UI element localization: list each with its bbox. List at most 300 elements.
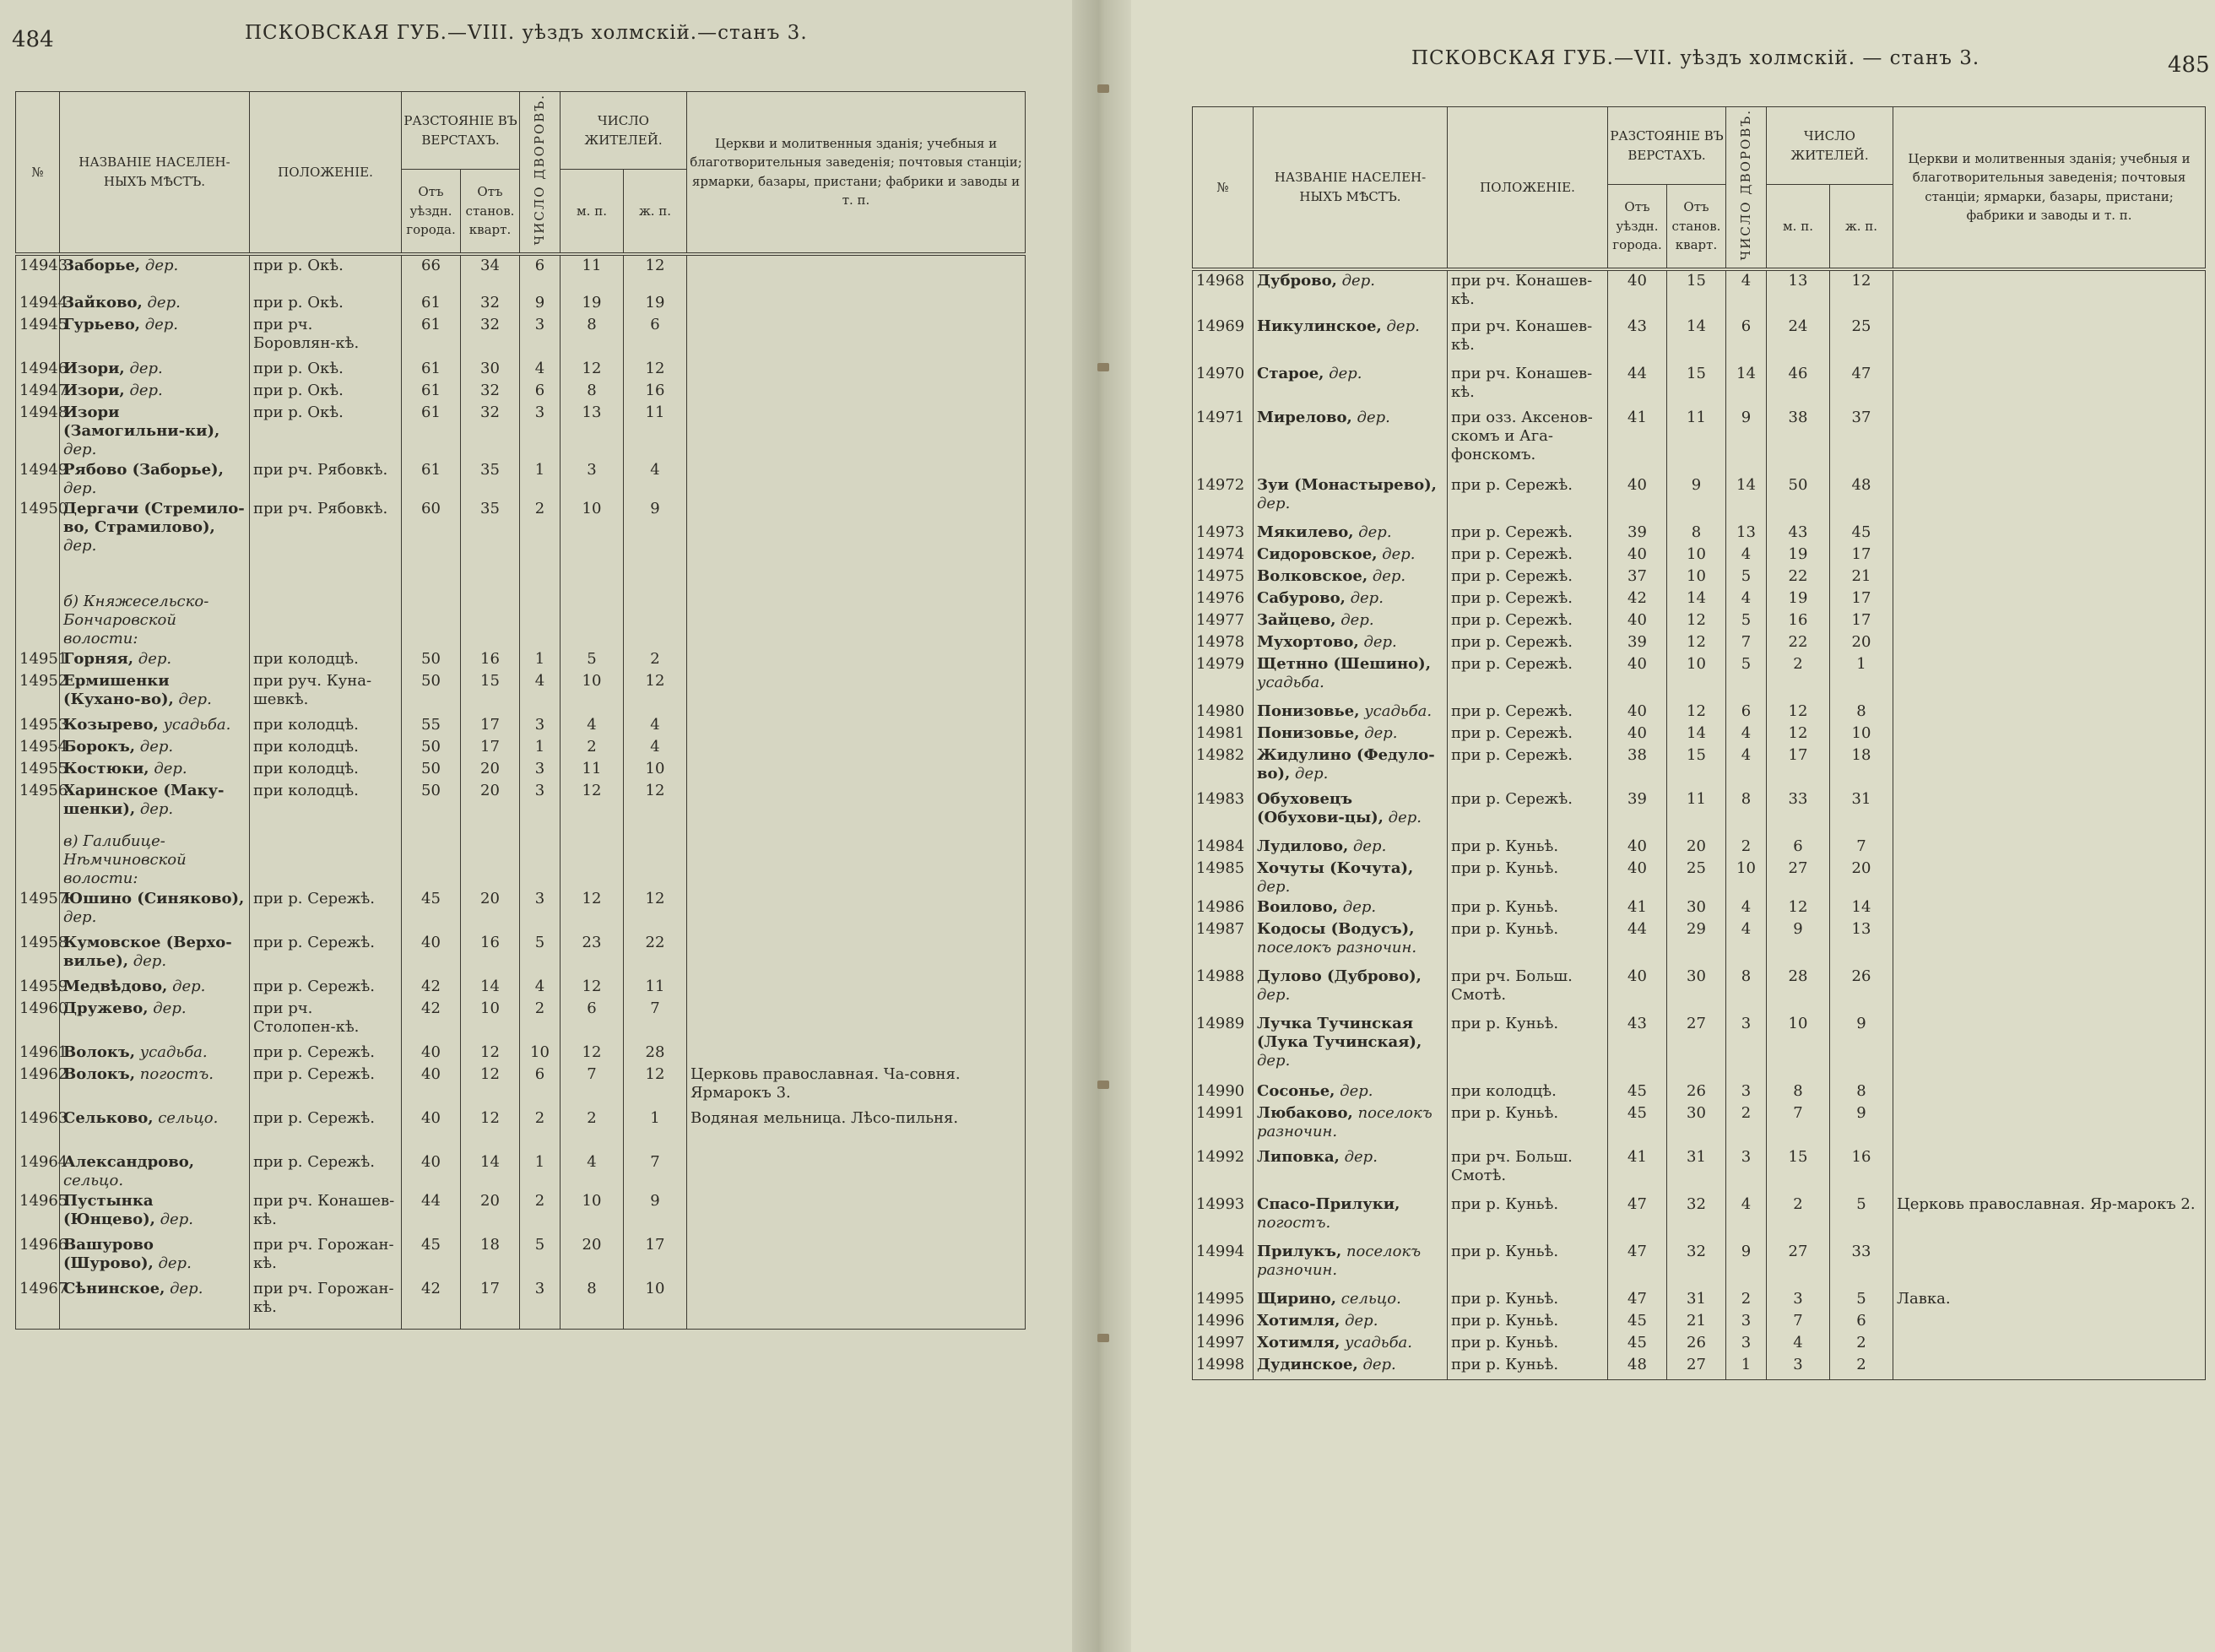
female-count: 6: [624, 315, 687, 359]
column-header-male: м. п.: [1767, 185, 1830, 269]
place-name-cell: [1254, 789, 1448, 837]
place-kind: дер.: [1340, 1081, 1373, 1100]
place-name: Воилово,: [1257, 897, 1339, 916]
place-name-cell: [1254, 317, 1448, 364]
place-kind: поселокъ разночин.: [1257, 1103, 1432, 1140]
place-name-cell: [60, 933, 250, 977]
notes-cell: [1893, 701, 2206, 723]
distance-camp: 21: [1667, 1311, 1726, 1333]
place-name: Харинское (Маку-шенки),: [63, 781, 225, 818]
place-name-cell: [1254, 1333, 1448, 1355]
notes-cell: [1893, 523, 2206, 544]
row-number: 14998: [1193, 1355, 1254, 1380]
female-count: 12: [624, 359, 687, 381]
table-row: [16, 999, 1026, 1043]
position-cell: при р. Сережѣ.: [250, 1108, 402, 1152]
yards-count: 3: [1726, 1147, 1767, 1194]
distance-camp: 10: [1667, 566, 1726, 588]
position-cell: при р. Сережѣ.: [250, 1043, 402, 1064]
row-number: 14997: [1193, 1333, 1254, 1355]
row-number: 14963: [16, 1108, 60, 1152]
binding-thread: [1097, 1081, 1109, 1089]
yards-count: 14: [1726, 475, 1767, 523]
male-count: 24: [1767, 317, 1830, 364]
notes-cell: [1893, 1333, 2206, 1355]
place-kind: дер.: [1340, 610, 1374, 629]
position-cell: при рч. Больш. Смотѣ.: [1448, 1147, 1608, 1194]
notes-cell: [687, 1279, 1026, 1330]
place-name-cell: [1254, 745, 1448, 789]
distance-camp: 14: [1667, 588, 1726, 610]
yards-count: 2: [520, 1191, 561, 1235]
female-count: 28: [624, 1043, 687, 1064]
place-name-cell: [60, 737, 250, 759]
yards-count: 6: [520, 381, 561, 403]
row-number: 14949: [16, 460, 60, 499]
female-count: 22: [624, 933, 687, 977]
yards-count: 13: [1726, 523, 1767, 544]
position-cell: при р. Куньѣ.: [1448, 919, 1608, 967]
distance-town: 43: [1608, 317, 1667, 364]
position-cell: при р. Сережѣ.: [1448, 566, 1608, 588]
row-number: 14958: [16, 933, 60, 977]
row-number: 14985: [1193, 858, 1254, 897]
place-kind: дер.: [1257, 494, 1291, 512]
place-kind: дер.: [1342, 897, 1377, 916]
distance-town: 40: [402, 1043, 461, 1064]
table-row: [1193, 1194, 2206, 1242]
place-kind: поселокъ разночин.: [1257, 938, 1417, 956]
table-row: [1193, 1147, 2206, 1194]
row-number: 14990: [1193, 1081, 1254, 1103]
place-name: Пустынка (Юнцево),: [63, 1191, 155, 1228]
male-count: 38: [1767, 408, 1830, 475]
notes-cell: [687, 889, 1026, 933]
place-kind: дер.: [153, 999, 187, 1017]
row-number: 14965: [16, 1191, 60, 1235]
yards-count: 3: [1726, 1014, 1767, 1081]
female-count: 11: [624, 977, 687, 999]
place-kind: дер.: [144, 256, 179, 274]
notes-cell: [687, 460, 1026, 499]
position-cell: при р. Сережѣ.: [1448, 475, 1608, 523]
place-kind: усадьба.: [1364, 701, 1432, 720]
distance-town: 40: [1608, 701, 1667, 723]
male-count: 8: [1767, 1081, 1830, 1103]
notes-cell: [687, 715, 1026, 737]
distance-town: 41: [1608, 408, 1667, 475]
place-kind: дер.: [63, 440, 97, 458]
notes-cell: [687, 1152, 1026, 1191]
place-kind: дер.: [178, 690, 212, 708]
yards-count: 6: [1726, 317, 1767, 364]
page-header-left: ПСКОВСКАЯ ГУБ.—VIII. уѣздъ холмскій.—станъ 3.: [245, 22, 808, 44]
male-count: 3: [1767, 1355, 1830, 1380]
male-count: 9: [1767, 919, 1830, 967]
notes-cell: [1893, 654, 2206, 701]
distance-town: 66: [402, 254, 461, 293]
position-cell: при р. Сережѣ.: [1448, 745, 1608, 789]
row-number: 14953: [16, 715, 60, 737]
place-name: Зайково,: [63, 293, 143, 311]
place-kind: дер.: [1344, 1147, 1378, 1166]
distance-camp: 30: [1667, 1103, 1726, 1147]
distance-town: 45: [1608, 1311, 1667, 1333]
female-count: 16: [624, 381, 687, 403]
male-count: 27: [1767, 1242, 1830, 1289]
yards-count: 3: [1726, 1311, 1767, 1333]
notes-cell: Лавка.: [1893, 1289, 2206, 1311]
table-row: [1193, 967, 2206, 1014]
notes-cell: [687, 737, 1026, 759]
row-number: 14982: [1193, 745, 1254, 789]
male-count: 7: [561, 1064, 624, 1108]
distance-camp: 17: [461, 1279, 520, 1330]
male-count: 4: [561, 715, 624, 737]
place-name-cell: [60, 1064, 250, 1108]
distance-town: 40: [402, 1064, 461, 1108]
column-header-residents: ЧИСЛО ЖИТЕЛЕЙ.: [1767, 107, 1893, 185]
distance-camp: 11: [1667, 789, 1726, 837]
place-name-cell: [1254, 1242, 1448, 1289]
female-count: 7: [1830, 837, 1893, 858]
table-row: [16, 933, 1026, 977]
place-name: Дудинское,: [1257, 1355, 1358, 1373]
female-count: 1: [624, 1108, 687, 1152]
position-cell: при р. Сережѣ.: [1448, 723, 1608, 745]
row-number: 14964: [16, 1152, 60, 1191]
place-name-cell: [60, 315, 250, 359]
place-kind: дер.: [1388, 808, 1422, 826]
distance-town: 41: [1608, 1147, 1667, 1194]
distance-town: 47: [1608, 1194, 1667, 1242]
place-kind: дер.: [1372, 566, 1406, 585]
place-name-cell: [60, 671, 250, 715]
male-count: 16: [1767, 610, 1830, 632]
position-cell: при р. Сережѣ.: [250, 1152, 402, 1191]
row-number: 14947: [16, 381, 60, 403]
place-kind: дер.: [1257, 985, 1291, 1004]
column-header-name: НАЗВАНІЕ НАСЕЛЕН-НЫХЪ МѢСТЪ.: [1254, 107, 1448, 269]
distance-town: 41: [1608, 897, 1667, 919]
row-number: 14993: [1193, 1194, 1254, 1242]
row-number: 14968: [1193, 269, 1254, 317]
yards-count: 3: [520, 315, 561, 359]
notes-cell: [1893, 588, 2206, 610]
notes-cell: [1893, 1355, 2206, 1380]
place-kind: поселокъ разночин.: [1257, 1242, 1422, 1279]
female-count: 20: [1830, 858, 1893, 897]
female-count: 7: [624, 1152, 687, 1191]
row-number: 14966: [16, 1235, 60, 1279]
place-name-cell: [60, 977, 250, 999]
distance-camp: 12: [461, 1064, 520, 1108]
place-kind: дер.: [1382, 544, 1416, 563]
distance-camp: 10: [1667, 544, 1726, 566]
male-count: 23: [561, 933, 624, 977]
position-cell: при озз. Аксенов-скомъ и Ага-фонскомъ.: [1448, 408, 1608, 475]
distance-camp: 20: [461, 889, 520, 933]
place-name-cell: [1254, 897, 1448, 919]
place-name: Хотимля,: [1257, 1333, 1340, 1351]
yards-count: 1: [520, 1152, 561, 1191]
row-number: 14957: [16, 889, 60, 933]
distance-camp: 17: [461, 715, 520, 737]
position-cell: при р. Куньѣ.: [1448, 837, 1608, 858]
binding-thread: [1097, 363, 1109, 371]
position-cell: при р. Окѣ.: [250, 359, 402, 381]
distance-town: 50: [402, 737, 461, 759]
male-count: 7: [1767, 1103, 1830, 1147]
row-number: 14959: [16, 977, 60, 999]
position-cell: при рч. Конашев-кѣ.: [1448, 317, 1608, 364]
yards-count: 2: [1726, 837, 1767, 858]
yards-count: 3: [520, 889, 561, 933]
place-name: Никулинское,: [1257, 317, 1382, 335]
position-cell: при колодцѣ.: [250, 781, 402, 831]
yards-count: 3: [520, 781, 561, 831]
place-kind: дер.: [133, 951, 167, 970]
place-name-cell: [60, 759, 250, 781]
table-row: [1193, 269, 2206, 317]
table-row: [1193, 1081, 2206, 1103]
place-name: Горняя,: [63, 649, 134, 668]
position-cell: при р. Куньѣ.: [1448, 1242, 1608, 1289]
place-name-cell: [60, 1108, 250, 1152]
place-name: Гурьево,: [63, 315, 140, 333]
male-count: 33: [1767, 789, 1830, 837]
male-count: 8: [561, 315, 624, 359]
yards-count: 8: [1726, 967, 1767, 1014]
notes-cell: [1893, 1311, 2206, 1333]
male-count: 12: [561, 977, 624, 999]
place-kind: дер.: [144, 315, 179, 333]
male-count: 11: [561, 759, 624, 781]
table-row: [1193, 475, 2206, 523]
column-header-dist-town: Отъ уѣздн. города.: [1608, 185, 1667, 269]
male-count: 8: [561, 381, 624, 403]
row-number: 14944: [16, 293, 60, 315]
column-header-yards: [520, 92, 561, 254]
distance-town: 40: [1608, 544, 1667, 566]
place-name-cell: [60, 1152, 250, 1191]
distance-town: 42: [1608, 588, 1667, 610]
female-count: 48: [1830, 475, 1893, 523]
place-name: Козырево,: [63, 715, 159, 734]
place-name: Изори,: [63, 359, 125, 377]
notes-cell: [1893, 1103, 2206, 1147]
place-kind: дер.: [1357, 408, 1390, 426]
notes-cell: [1893, 858, 2206, 897]
distance-town: 42: [402, 1279, 461, 1330]
place-kind: дер.: [1358, 523, 1392, 541]
position-cell: при колодцѣ.: [250, 759, 402, 781]
place-kind: сельцо.: [158, 1108, 219, 1127]
place-name: Ермишенки (Кухано-во),: [63, 671, 174, 708]
place-name: Волковское,: [1257, 566, 1368, 585]
place-kind: усадьба.: [163, 715, 231, 734]
row-number: 14996: [1193, 1311, 1254, 1333]
distance-camp: 11: [1667, 408, 1726, 475]
row-number: 14972: [1193, 475, 1254, 523]
male-count: 12: [561, 1043, 624, 1064]
notes-cell: [1893, 317, 2206, 364]
yards-count: 3: [520, 715, 561, 737]
male-count: 19: [1767, 544, 1830, 566]
yards-count: 2: [1726, 1289, 1767, 1311]
yards-count: 4: [520, 671, 561, 715]
male-count: 20: [561, 1235, 624, 1279]
binding-thread: [1097, 84, 1109, 93]
position-cell: при рч. Горожан-кѣ.: [250, 1235, 402, 1279]
distance-town: 40: [1608, 858, 1667, 897]
distance-camp: 30: [461, 359, 520, 381]
table-row: [16, 1191, 1026, 1235]
place-name: Понизовье,: [1257, 723, 1360, 742]
female-count: 8: [1830, 1081, 1893, 1103]
place-name-cell: [60, 1235, 250, 1279]
place-name-cell: [1254, 523, 1448, 544]
table-row: [16, 977, 1026, 999]
place-name-cell: [60, 359, 250, 381]
place-kind: дер.: [158, 1254, 192, 1272]
place-name: Юшино (Синяково),: [63, 889, 245, 907]
row-number: 14955: [16, 759, 60, 781]
yards-count: 4: [1726, 919, 1767, 967]
notes-cell: [687, 649, 1026, 671]
notes-cell: [1893, 544, 2206, 566]
table-row: [1193, 1333, 2206, 1355]
table-row: [16, 1043, 1026, 1064]
place-name: Мухортово,: [1257, 632, 1359, 651]
position-cell: при р. Куньѣ.: [1448, 1289, 1608, 1311]
notes-cell: [687, 293, 1026, 315]
place-kind: дер.: [147, 293, 181, 311]
row-number: 14981: [1193, 723, 1254, 745]
place-kind: дер.: [1295, 764, 1329, 783]
distance-town: 55: [402, 715, 461, 737]
book-spine: [1072, 0, 1131, 1652]
row-number: 14950: [16, 499, 60, 592]
yards-count: 10: [520, 1043, 561, 1064]
place-kind: дер.: [154, 759, 187, 777]
place-kind: дер.: [172, 977, 206, 995]
place-kind: дер.: [170, 1279, 203, 1297]
row-number: 14952: [16, 671, 60, 715]
notes-cell: [1893, 745, 2206, 789]
table-row: [1193, 408, 2206, 475]
yards-count: 8: [1726, 789, 1767, 837]
distance-camp: 35: [461, 460, 520, 499]
yards-count: 9: [1726, 408, 1767, 475]
yards-count: 7: [1726, 632, 1767, 654]
table-row: [1193, 919, 2206, 967]
notes-cell: [687, 315, 1026, 359]
female-count: 10: [624, 759, 687, 781]
distance-camp: 30: [1667, 897, 1726, 919]
male-count: 15: [1767, 1147, 1830, 1194]
female-count: 17: [1830, 588, 1893, 610]
place-name-cell: [60, 1279, 250, 1330]
male-count: 43: [1767, 523, 1830, 544]
distance-camp: 30: [1667, 967, 1726, 1014]
row-number: 14988: [1193, 967, 1254, 1014]
place-name-cell: [1254, 967, 1448, 1014]
place-name-cell: [1254, 1103, 1448, 1147]
binding-thread: [1097, 1334, 1109, 1342]
position-cell: при рч. Конашев-кѣ.: [1448, 269, 1608, 317]
distance-camp: 12: [1667, 632, 1726, 654]
place-name-cell: [1254, 269, 1448, 317]
position-cell: при рч. Боровлян-кѣ.: [250, 315, 402, 359]
position-cell: при р. Окѣ.: [250, 254, 402, 293]
table-row: [16, 649, 1026, 671]
table-row: [1193, 364, 2206, 408]
female-count: 4: [624, 460, 687, 499]
table-row: [16, 1108, 1026, 1152]
distance-town: 39: [1608, 789, 1667, 837]
distance-camp: 32: [461, 381, 520, 403]
row-number: 14977: [1193, 610, 1254, 632]
place-name-cell: [60, 254, 250, 293]
male-count: 10: [1767, 1014, 1830, 1081]
row-number: 14954: [16, 737, 60, 759]
distance-town: 40: [402, 1152, 461, 1191]
distance-camp: 20: [1667, 837, 1726, 858]
distance-camp: 9: [1667, 475, 1726, 523]
yards-count: 2: [520, 1108, 561, 1152]
male-count: 12: [1767, 897, 1830, 919]
yards-count: 10: [1726, 858, 1767, 897]
table-row: [1193, 1014, 2206, 1081]
notes-cell: [687, 999, 1026, 1043]
place-name-cell: [60, 889, 250, 933]
place-kind: погостъ.: [139, 1064, 214, 1083]
place-name: Дергачи (Стремило-во, Страмилово),: [63, 499, 245, 536]
distance-camp: 12: [1667, 610, 1726, 632]
notes-cell: [687, 977, 1026, 999]
notes-cell: [1893, 967, 2206, 1014]
distance-camp: 26: [1667, 1081, 1726, 1103]
place-name: Любаково,: [1257, 1103, 1353, 1122]
notes-cell: [1893, 919, 2206, 967]
distance-camp: 20: [461, 781, 520, 831]
notes-cell: Церковь православная. Яр-марокъ 2.: [1893, 1194, 2206, 1242]
column-header-num: №: [16, 92, 60, 254]
column-header-notes: Церкви и молитвенныя зданія; учебныя и благотворительныя заведенія; почтовыя станціи; ярмарки, базары, пристани; фабрики и заводы и т. п.: [1893, 107, 2206, 269]
column-header-num: №: [1193, 107, 1254, 269]
female-count: 2: [1830, 1333, 1893, 1355]
distance-town: 61: [402, 359, 461, 381]
yards-count: 1: [520, 649, 561, 671]
notes-cell: [1893, 610, 2206, 632]
yards-count: 1: [1726, 1355, 1767, 1380]
row-number: 14979: [1193, 654, 1254, 701]
position-cell: при р. Сережѣ.: [250, 933, 402, 977]
row-number: 14948: [16, 403, 60, 460]
register-table-left: [15, 91, 1026, 1330]
place-name-cell: [60, 715, 250, 737]
notes-cell: [1893, 566, 2206, 588]
place-name-cell: [1254, 544, 1448, 566]
place-name-cell: [1254, 919, 1448, 967]
female-count: 18: [1830, 745, 1893, 789]
distance-town: 61: [402, 381, 461, 403]
column-header-distance: РАЗСТОЯНІЕ ВЪ ВЕРСТАХЪ.: [1608, 107, 1726, 185]
place-name: Сидоровское,: [1257, 544, 1378, 563]
column-header-notes: Церкви и молитвенныя зданія; учебныя и благотворительныя заведенія; почтовыя станціи; ярмарки, базары, пристани; фабрики и заводы и т. п.: [687, 92, 1026, 254]
place-name: Обуховецъ (Обухови-цы),: [1257, 789, 1384, 826]
